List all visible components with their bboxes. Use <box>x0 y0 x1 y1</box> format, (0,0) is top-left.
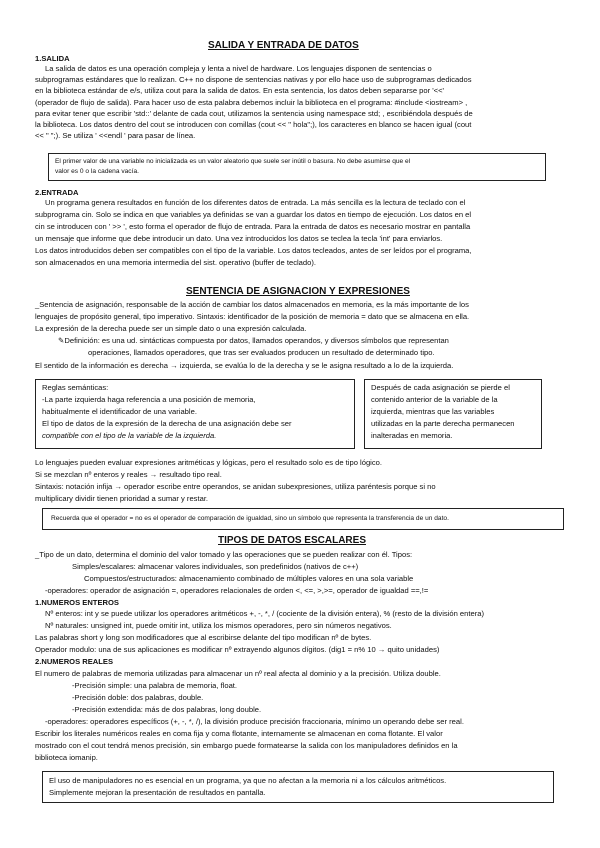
enteros-line-3: Operador modulo: una de sus aplicaciones es modificar nº extrayendo algunos dígitos. (dig1 = n% 10 → quito unidades) <box>35 645 440 654</box>
tipos-line-3: -operadores: operador de asignación =, operadores relacionales de orden <, <=, >,>=, operador de igualdad ==,!= <box>45 586 429 595</box>
tipos-line-2: Compuestos/estructurados: almacenamiento combinado de múltiples valores en una sola variable <box>84 574 414 583</box>
despues-line-2: izquierda, mientras que las variables <box>371 407 495 416</box>
despues-line-3: utilizadas en la parte derecha permanecen <box>371 419 515 428</box>
entrada-line-1: subprograma cin. Solo se indica en que variables ya definidas se van a guardar los datos en tiempo de ejecución. Los datos en el <box>35 210 472 219</box>
sentencia-line-1: lenguajes de propósito general, tipo imperativo. Sintaxis: identificador de la posición de memoria = dato que se almacena en ella. <box>35 312 470 321</box>
reglas-line-1: -La parte izquierda haga referencia a una posición de memoria, <box>42 395 256 404</box>
reales-line-6: mostrado con el cout tendrá menos precisión, sin embargo puede formatearse la salida con los manipuladores definidos en la <box>35 741 458 750</box>
entrada-line-2: cin se introducen con ' >> ', esto forma el operador de flujo de entrada. Para la entrada de datos es necesario mostrar en pantalla <box>35 222 471 231</box>
note-basura-line-1: valor es 0 o la cadena vacía. <box>55 168 139 175</box>
reales-line-5: Escribir los literales numéricos reales en coma fija y coma flotante, internamente se almacenan en coma flotante. El valor <box>35 729 443 738</box>
heading-salida: 1.SALIDA <box>35 54 70 63</box>
title-salida-entrada: SALIDA Y ENTRADA DE DATOS <box>208 40 359 51</box>
tipos-line-0: _Tipo de un dato, determina el dominio del valor tomado y las operaciones que se pueden realizar con él. Tipos: <box>35 550 413 559</box>
salida-line-5: la biblioteca. Los datos dentro del cout se introducen con comillas (cout << " hola";), los caracteres en blanco se hacen igual (cout <box>35 120 472 129</box>
sentencia-line-0: _Sentencia de asignación, responsable de la acción de cambiar los datos almacenados en memoria, es la más importante de los <box>35 300 469 309</box>
tipos-line-1: Simples/escalares: almacenar valores individuales, son predefinidos (nativos de c++) <box>72 562 359 571</box>
salida-line-3: (operador de flujo de salida). Para hacer uso de esta palabra debemos incluir la biblioteca en el programa: #include <iostream> , <box>35 98 468 107</box>
enteros-line-0: Nº enteros: int y se puede utilizar los operadores aritméticos +, -, *, / (cociente de la división entera), % (resto de la división entera) <box>45 609 484 618</box>
enteros-line-1: Nº naturales: unsigned int, puede omitir int, utiliza los mismos operadores, pero sin números negativos. <box>45 621 392 630</box>
note-box-manipuladores <box>42 771 554 803</box>
enteros-line-2: Las palabras short y long son modificadores que al escribirse delante del tipo modifican nº de bytes. <box>35 633 372 642</box>
reales-line-1: -Precisión simple: una palabra de memoria, float. <box>72 681 238 690</box>
reglas-line-0: Reglas semánticas: <box>42 383 109 392</box>
expr-line-2: Sintaxis: notación infija → operador escribe entre operandos, se anidan subexpresiones, utiliza paréntesis porque si no <box>35 482 436 491</box>
definicion-line-0: ✎Definición: es una ud. sintácticas compuesta por datos, llamados operandos, y diversos símbolos que representan <box>58 336 449 345</box>
reglas-line-4: compatible con el tipo de la variable de la izquierda. <box>42 431 217 440</box>
note-igualdad-text: Recuerda que el operador = no es el operador de comparación de igualdad, sino un símbolo que representa la transferencia de un dato. <box>51 515 449 522</box>
entrada-line-4: Los datos introducidos deben ser compatibles con el tipo de la variable. Los datos tecleados, antes de ser leídos por el programa, <box>35 246 472 255</box>
note-manip-line-0: El uso de manipuladores no es esencial en un programa, ya que no afectan a la memoria ni a los cálculos aritméticos. <box>49 776 447 785</box>
expr-line-3: multiplicary dividir tienen prioridad a sumar y restar. <box>35 494 209 503</box>
note-basura-line-0: El primer valor de una variable no inicializada es un valor aleatorio que suele ser inútil o basura. No debe asumirse que el <box>55 158 411 165</box>
reales-line-4: -operadores: operadores específicos (+, -, *, /), la división produce precisión fraccionaria, mínimo un operando debe ser real. <box>45 717 464 726</box>
box-reglas-semanticas <box>35 379 355 449</box>
heading-numeros-reales: 2.NUMEROS REALES <box>35 657 114 666</box>
reglas-line-2: habitualmente el identificador de una variable. <box>42 407 197 416</box>
box-despues-asignacion <box>364 379 542 449</box>
heading-numeros-enteros: 1.NUMEROS ENTEROS <box>35 598 119 607</box>
salida-line-4: para evitar tener que escribir 'std::' delante de cada cout, utilizamos la sentencia using namespace std; , escribiéndola después de <box>35 109 473 118</box>
note-manip-line-1: Simplemente mejoran la presentación de resultados en pantalla. <box>49 788 266 797</box>
definicion-line-1: operaciones, llamados operadores, que tras ser evaluados producen un resultado de determinado tipo. <box>88 348 435 357</box>
reglas-line-3: El tipo de datos de la expresión de la derecha de una asignación debe ser <box>42 419 292 428</box>
entrada-line-0: Un programa genera resultados en función de los diferentes datos de entrada. La más sencilla es la lectura de teclado con el <box>45 198 466 207</box>
salida-line-0: La salida de datos es una operación compleja y lenta a nivel de hardware. Los lenguajes disponen de sentencias o <box>45 64 432 73</box>
salida-line-6: << " ";). Se utiliza ' <<endl ' para pasar de línea. <box>35 131 196 140</box>
despues-line-4: inalteradas en memoria. <box>371 431 453 440</box>
reales-line-3: -Precisión extendida: más de dos palabras, long double. <box>72 705 262 714</box>
salida-line-2: en la biblioteca estándar de e/s, utiliza cout para la salida de datos. En esta sentencia, los datos deben separarse por '<<' <box>35 86 445 95</box>
expr-line-1: Si se mezclan nº enteros y reales → resultado tipo real. <box>35 470 222 479</box>
title-sentencia-asignacion: SENTENCIA DE ASIGNACION Y EXPRESIONES <box>186 286 410 297</box>
note-box-basura <box>48 153 546 181</box>
reales-line-7: biblioteca iomanip. <box>35 753 98 762</box>
note-box-igualdad <box>42 508 564 530</box>
sentencia-line-2: La expresión de la derecha puede ser un simple dato o una expresión calculada. <box>35 324 307 333</box>
salida-line-1: subprogramas estándares que lo realizan. C++ no dispone de sentencias nativas y por ello hace uso de subprogramas dedicados <box>35 75 472 84</box>
entrada-line-5: son almacenados en una memoria intermedia del sist. operativo (buffer de teclado). <box>35 258 316 267</box>
despues-line-1: contenido anterior de la variable de la <box>371 395 498 404</box>
heading-entrada: 2.ENTRADA <box>35 188 79 197</box>
sentido-line: El sentido de la información es derecha → izquierda, se evalúa lo de la derecha y se le asigna resultado a lo de la izquierda. <box>35 361 454 370</box>
reales-line-2: -Precisión doble: dos palabras, double. <box>72 693 204 702</box>
despues-line-0: Después de cada asignación se pierde el <box>371 383 510 392</box>
entrada-line-3: un mensaje que informe que debe introducir un dato. Una vez introducidos los datos se teclea la tecla 'int' para enviarlos. <box>35 234 443 243</box>
reales-line-0: El numero de palabras de memoria utilizadas para almacenar un nº real afecta al dominio y a la precisión. Utiliza double. <box>35 669 441 678</box>
expr-line-0: Lo lenguajes pueden evaluar expresiones aritméticas y lógicas, pero el resultado solo es de tipo lógico. <box>35 458 382 467</box>
title-tipos-datos: TIPOS DE DATOS ESCALARES <box>218 535 366 546</box>
